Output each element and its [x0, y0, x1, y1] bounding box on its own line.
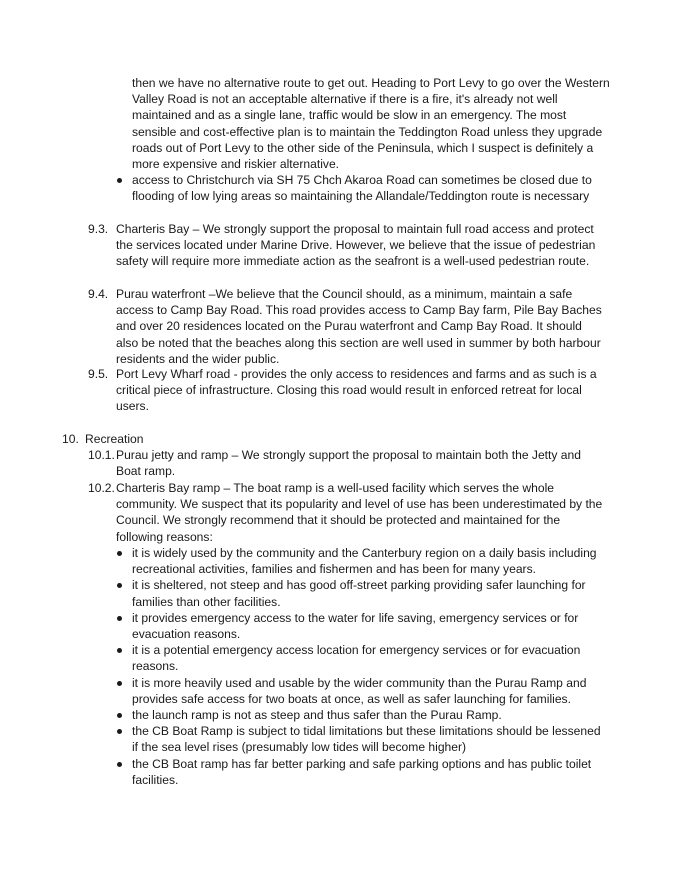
section-number: 10.	[62, 432, 79, 446]
item-purau-jetty: Purau jetty and ramp – We strongly support the proposal to maintain both the Jetty and Boat ramp.	[116, 448, 581, 479]
item-charteris-bay-ramp: Charteris Bay ramp – The boat ramp is a well-used facility which serves the whole community. We suspect that its popularity and level of use has been underestimated by the Council. We strongly recommend that it should be protected and maintained for the following reasons:	[116, 481, 603, 544]
list-item: the CB Boat Ramp is subject to tidal limitations but these limitations should be lessened if the sea level rises (presumably low tides will become higher)	[116, 723, 606, 755]
item-number: 9.3.	[88, 222, 109, 236]
list-item: it is widely used by the community and the Canterbury region on a daily basis including recreational activities, families and fishermen and has been for many years.	[116, 545, 606, 577]
item-number: 10.1.	[88, 448, 115, 462]
item-number: 9.4.	[88, 287, 109, 301]
list-item: it is more heavily used and usable by the wider community than the Purau Ramp and provides safe access for two boats at once, as well as safer launching for families.	[116, 675, 606, 707]
section-heading: Recreation	[85, 432, 144, 446]
list-item: it is sheltered, not steep and has good off-street parking providing safer launching for families than other facilities.	[116, 577, 606, 609]
intro-paragraph: then we have no alternative route to get out. Heading to Port Levy to go over the Western Valley Road is not an acceptable alternative if there is a fire, it's already not well maintained and as a single lane, traffic would be slow in an emergency. The most sensible and cost-effective plan is to maintain the Teddington Road unless they upgrade roads out of Port Levy to the other side of the Peninsula, which I suspect is definitely a more expensive and riskier alternative.	[132, 76, 610, 172]
item-port-levy-wharf: Port Levy Wharf road - provides the only access to residences and farms and as such is a critical piece of infrastructure. Closing this road would result in enforced retreat for local users.	[116, 367, 597, 414]
item-purau-waterfront: Purau waterfront –We believe that the Council should, as a minimum, maintain a safe access to Camp Bay Road. This road provides access to Camp Bay farm, Pile Bay Baches and over 20 residences located on the Purau waterfront and Camp Bay Road. It should also be noted that the beaches along this section are well used in summer by both harbour residents and the wider public.	[116, 287, 602, 366]
list-item: it provides emergency access to the water for life saving, emergency services or for evacuation reasons.	[116, 610, 606, 642]
list-item: the launch ramp is not as steep and thus safer than the Purau Ramp.	[116, 707, 606, 723]
list-item: the CB Boat ramp has far better parking and safe parking options and has public toilet facilities.	[116, 756, 606, 788]
list-item: access to Christchurch via SH 75 Chch Akaroa Road can sometimes be closed due to flooding of low lying areas so maintaining the Allandale/Teddington route is necessary	[116, 172, 606, 204]
intro-bullet-list	[116, 172, 606, 204]
reasons-list	[116, 545, 606, 788]
item-charteris-bay: Charteris Bay – We strongly support the proposal to maintain full road access and protect the services located under Marine Drive. However, we believe that the issue of pedestrian safety will require more immediate action as the seafront is a well-used pedestrian route.	[116, 222, 596, 269]
item-number: 10.2.	[88, 481, 115, 495]
item-number: 9.5.	[88, 367, 109, 381]
list-item: it is a potential emergency access location for emergency services or for evacuation reasons.	[116, 642, 606, 674]
